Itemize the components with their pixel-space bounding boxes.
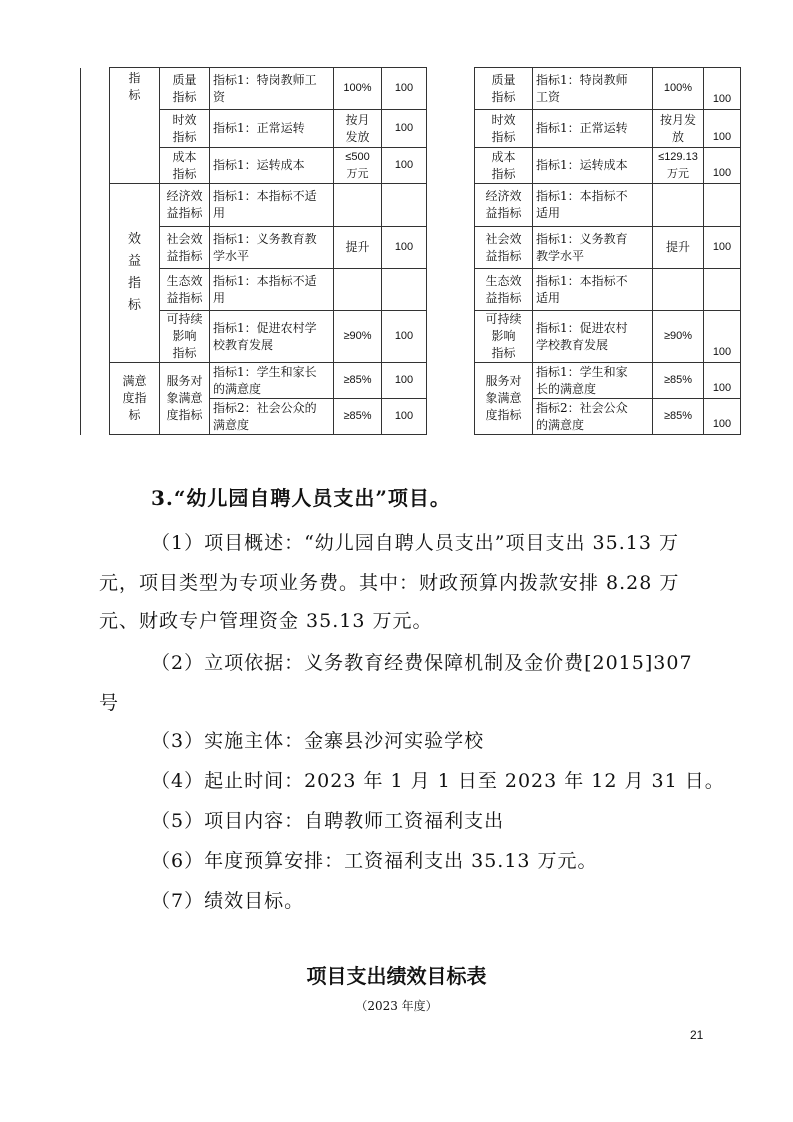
sub-indicator-cell: 经济效 益指标	[475, 184, 533, 227]
score-cell: 100	[704, 110, 741, 148]
score-cell: 100	[382, 110, 427, 148]
sub-indicator-cell: 经济效 益指标	[160, 184, 210, 227]
sub-indicator-cell: 可持续 影响 指标	[160, 311, 210, 363]
content-line: （5）项目内容：自聘教师工资福利支出	[151, 810, 505, 832]
period-line: （4）起止时间：2023 年 1 月 1 日至 2023 年 12 月 31 日。	[151, 770, 725, 792]
overview-line-3: 元、财政专户管理资金 35.13 万元。	[99, 610, 433, 632]
actual-value-cell: 100%	[653, 68, 704, 110]
score-cell: 100	[382, 311, 427, 363]
sub-indicator-cell: 质量 指标	[160, 68, 210, 110]
score-cell: 100	[382, 68, 427, 110]
actual-value-cell: 提升	[653, 227, 704, 269]
indicator-cell: 指标1：特岗教师工 资	[210, 68, 334, 110]
score-cell: 100	[704, 363, 741, 399]
score-cell: 100	[704, 68, 741, 110]
score-cell	[704, 269, 741, 311]
table-row	[81, 184, 741, 227]
page-number: 21	[690, 1028, 704, 1042]
indicator-cell: 指标1：正常运转	[533, 110, 653, 148]
score-cell	[382, 269, 427, 311]
actual-value-cell: ≤129.13 万元	[653, 148, 704, 184]
sub-indicator-cell: 成本 指标	[475, 148, 533, 184]
table-row	[81, 68, 741, 110]
indicator-cell: 指标1：运转成本	[533, 148, 653, 184]
indicator-cell: 指标1：义务教育 教学水平	[533, 227, 653, 269]
sub-indicator-cell: 时效 指标	[160, 110, 210, 148]
benefit-category-cell: 效 益 指 标	[110, 184, 160, 363]
sub-indicator-cell: 生态效 益指标	[475, 269, 533, 311]
indicator-cell: 指标1：本指标不 适用	[533, 269, 653, 311]
score-cell: 100	[704, 148, 741, 184]
score-cell: 100	[704, 227, 741, 269]
score-cell: 100	[704, 311, 741, 363]
indicator-cell: 指标1：本指标不 适用	[533, 184, 653, 227]
actual-value-cell: ≥85%	[653, 363, 704, 399]
sub-indicator-cell: 服务对 象满意 度指标	[160, 363, 210, 435]
indicator-cell: 指标1：促进农村学 校教育发展	[210, 311, 334, 363]
score-cell: 100	[704, 399, 741, 435]
sub-indicator-cell: 成本 指标	[160, 148, 210, 184]
target-value-cell: 按月 发放	[334, 110, 382, 148]
indicator-cell: 指标1：学生和家长 的满意度	[210, 363, 334, 399]
next-table-year: （2023 年度）	[355, 999, 438, 1013]
left-edge-cell	[81, 68, 110, 435]
indicator-cell: 指标1：促进农村 学校教育发展	[533, 311, 653, 363]
table-row	[81, 110, 741, 148]
actual-value-cell	[653, 184, 704, 227]
sub-indicator-cell: 时效 指标	[475, 110, 533, 148]
sub-indicator-cell: 服务对 象满意 度指标	[475, 363, 533, 435]
actual-value-cell	[653, 269, 704, 311]
target-value-cell: ≥85%	[334, 363, 382, 399]
goal-line: （7）绩效目标。	[151, 890, 305, 912]
actual-value-cell: 按月发 放	[653, 110, 704, 148]
indicator-cell: 指标1：特岗教师 工资	[533, 68, 653, 110]
target-value-cell: ≥90%	[334, 311, 382, 363]
target-value-cell	[334, 269, 382, 311]
overview-line-1: （1）项目概述：“幼儿园自聘人员支出”项目支出 35.13 万	[151, 532, 679, 554]
indicator-cell: 指标1：运转成本	[210, 148, 334, 184]
target-value-cell: 100%	[334, 68, 382, 110]
table-row	[81, 227, 741, 269]
table-row	[81, 311, 741, 363]
table-row	[81, 148, 741, 184]
basis-line-1: （2）立项依据：义务教育经费保障机制及金价费[2015]307	[151, 652, 693, 674]
indicator-cell: 指标2：社会公众 的满意度	[533, 399, 653, 435]
implementer-line: （3）实施主体：金寨县沙河实验学校	[151, 730, 485, 752]
output-category-cell: 指 标	[110, 68, 160, 184]
indicator-cell: 指标1：本指标不适 用	[210, 269, 334, 311]
sub-indicator-cell: 社会效 益指标	[475, 227, 533, 269]
target-value-cell: 提升	[334, 227, 382, 269]
indicator-cell: 指标1：学生和家 长的满意度	[533, 363, 653, 399]
middle-edge-cell	[427, 68, 475, 435]
indicator-cell: 指标1：本指标不适 用	[210, 184, 334, 227]
score-cell	[382, 184, 427, 227]
sub-indicator-cell: 社会效 益指标	[160, 227, 210, 269]
actual-value-cell: ≥85%	[653, 399, 704, 435]
indicator-cell: 指标1：正常运转	[210, 110, 334, 148]
sub-indicator-cell: 生态效 益指标	[160, 269, 210, 311]
indicator-cell: 指标2：社会公众的 满意度	[210, 399, 334, 435]
score-cell: 100	[382, 148, 427, 184]
basis-line-2: 号	[99, 692, 120, 714]
budget-line: （6）年度预算安排：工资福利支出 35.13 万元。	[151, 850, 598, 872]
satisfaction-category-cell: 满意 度指 标	[110, 363, 160, 435]
sub-indicator-cell: 质量 指标	[475, 68, 533, 110]
performance-indicator-table	[80, 67, 741, 435]
sub-indicator-cell: 可持续 影响 指标	[475, 311, 533, 363]
target-value-cell: ≥85%	[334, 399, 382, 435]
score-cell: 100	[382, 227, 427, 269]
section-heading: 3.“幼儿园自聘人员支出”项目。	[151, 486, 451, 510]
target-value-cell: ≤500 万元	[334, 148, 382, 184]
table-row	[81, 269, 741, 311]
score-cell	[704, 184, 741, 227]
overview-line-2: 元，项目类型为专项业务费。其中：财政预算内拨款安排 8.28 万	[99, 572, 680, 594]
score-cell: 100	[382, 399, 427, 435]
target-value-cell	[334, 184, 382, 227]
next-table-title: 项目支出绩效目标表	[306, 964, 487, 988]
table-row	[81, 363, 741, 399]
actual-value-cell: ≥90%	[653, 311, 704, 363]
indicator-cell: 指标1：义务教育教 学水平	[210, 227, 334, 269]
score-cell: 100	[382, 363, 427, 399]
